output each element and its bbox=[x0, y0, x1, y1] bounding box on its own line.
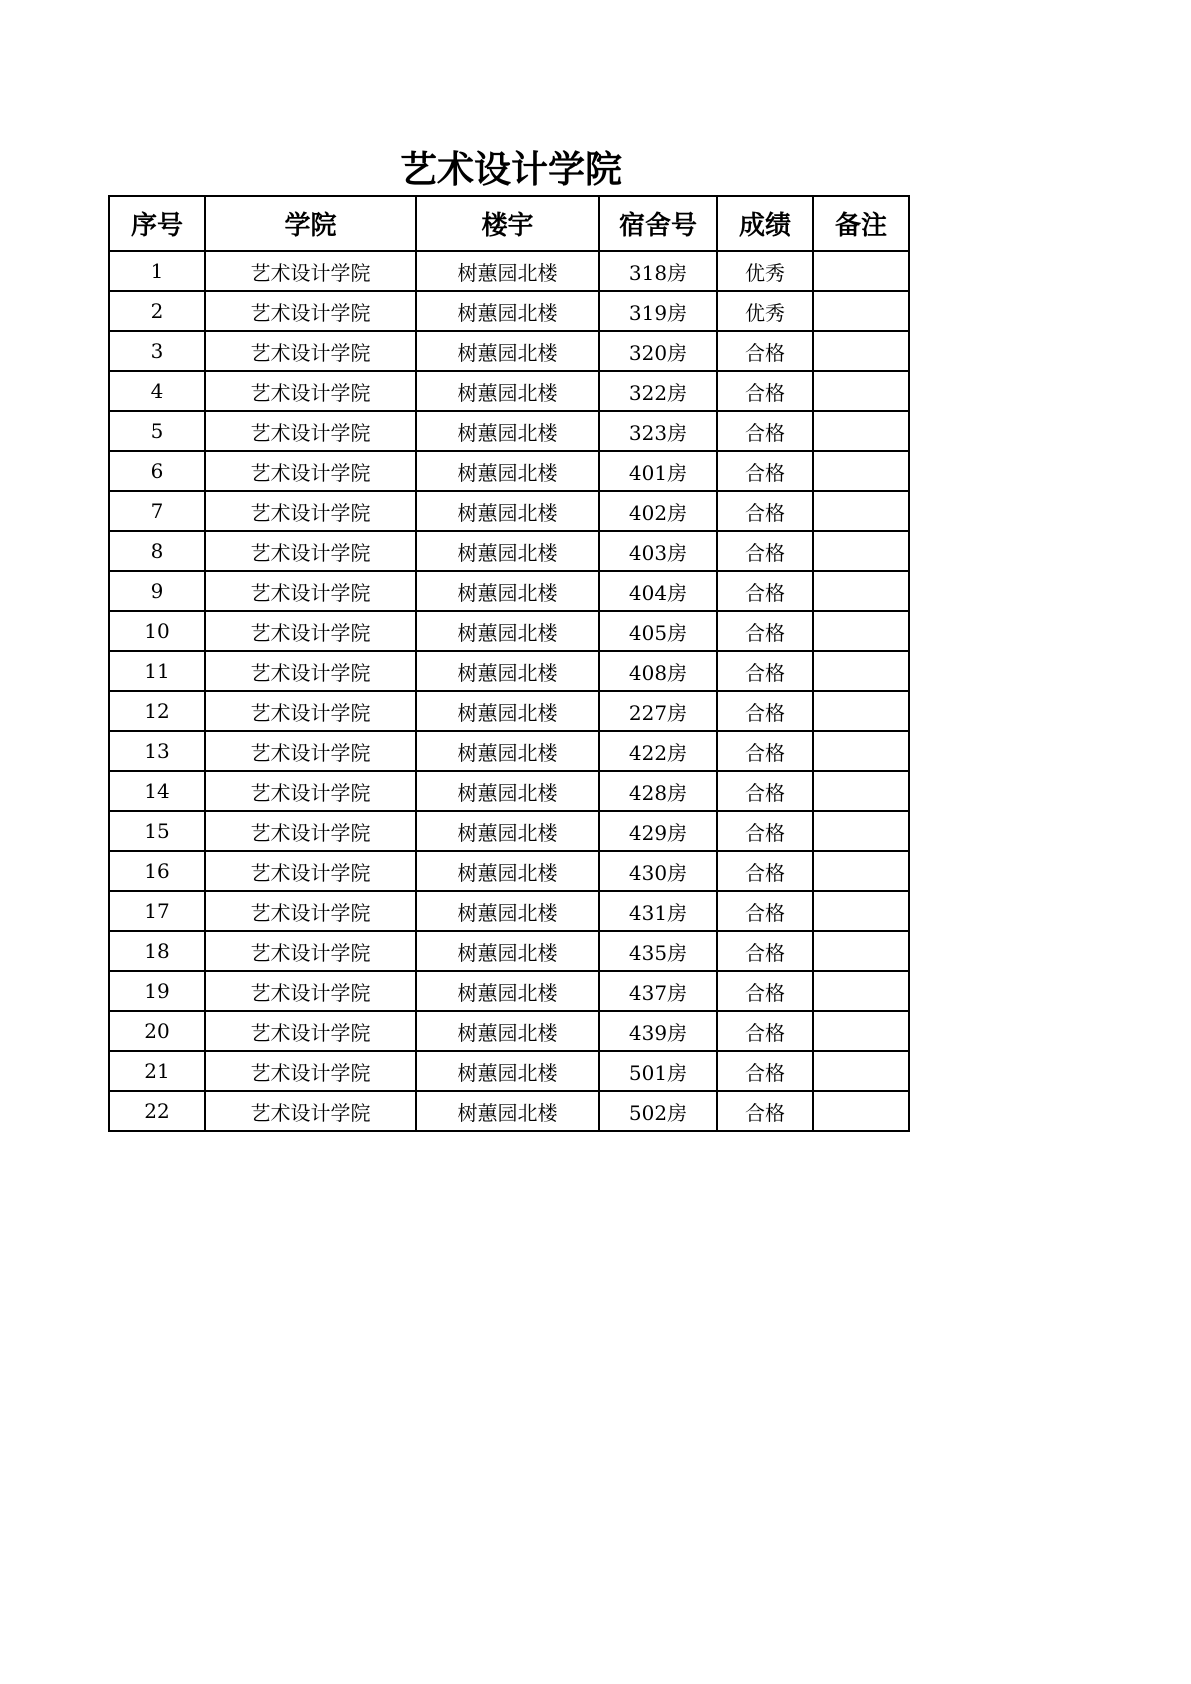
table-row bbox=[109, 1091, 909, 1131]
cell-college: 艺术设计学院 bbox=[205, 691, 416, 731]
cell-dorm-number: 430房 bbox=[599, 851, 717, 891]
cell-dorm-number: 431房 bbox=[599, 891, 717, 931]
cell-remarks bbox=[813, 411, 909, 451]
cell-remarks bbox=[813, 971, 909, 1011]
cell-building: 树蕙园北楼 bbox=[416, 1051, 599, 1091]
column-header-grade: 成绩 bbox=[717, 196, 813, 251]
cell-grade: 合格 bbox=[717, 691, 813, 731]
cell-grade: 合格 bbox=[717, 731, 813, 771]
cell-dorm-number: 402房 bbox=[599, 491, 717, 531]
cell-index: 19 bbox=[109, 971, 205, 1011]
cell-college: 艺术设计学院 bbox=[205, 731, 416, 771]
table-row bbox=[109, 731, 909, 771]
cell-remarks bbox=[813, 811, 909, 851]
cell-remarks bbox=[813, 851, 909, 891]
cell-grade: 合格 bbox=[717, 891, 813, 931]
cell-college: 艺术设计学院 bbox=[205, 811, 416, 851]
cell-college: 艺术设计学院 bbox=[205, 771, 416, 811]
cell-building: 树蕙园北楼 bbox=[416, 891, 599, 931]
cell-grade: 合格 bbox=[717, 451, 813, 491]
cell-index: 1 bbox=[109, 251, 205, 291]
cell-remarks bbox=[813, 1091, 909, 1131]
cell-index: 9 bbox=[109, 571, 205, 611]
cell-remarks bbox=[813, 331, 909, 371]
cell-grade: 合格 bbox=[717, 971, 813, 1011]
cell-remarks bbox=[813, 251, 909, 291]
table-row bbox=[109, 291, 909, 331]
cell-remarks bbox=[813, 691, 909, 731]
table-row bbox=[109, 371, 909, 411]
cell-remarks bbox=[813, 771, 909, 811]
cell-remarks bbox=[813, 1051, 909, 1091]
cell-college: 艺术设计学院 bbox=[205, 931, 416, 971]
cell-college: 艺术设计学院 bbox=[205, 531, 416, 571]
cell-building: 树蕙园北楼 bbox=[416, 251, 599, 291]
cell-building: 树蕙园北楼 bbox=[416, 771, 599, 811]
cell-dorm-number: 502房 bbox=[599, 1091, 717, 1131]
cell-index: 14 bbox=[109, 771, 205, 811]
cell-index: 21 bbox=[109, 1051, 205, 1091]
cell-college: 艺术设计学院 bbox=[205, 1091, 416, 1131]
cell-building: 树蕙园北楼 bbox=[416, 611, 599, 651]
table-row bbox=[109, 611, 909, 651]
cell-dorm-number: 429房 bbox=[599, 811, 717, 851]
table-row bbox=[109, 251, 909, 291]
table-row bbox=[109, 891, 909, 931]
cell-index: 22 bbox=[109, 1091, 205, 1131]
cell-grade: 合格 bbox=[717, 651, 813, 691]
cell-building: 树蕙园北楼 bbox=[416, 291, 599, 331]
cell-building: 树蕙园北楼 bbox=[416, 1011, 599, 1051]
cell-grade: 合格 bbox=[717, 811, 813, 851]
cell-building: 树蕙园北楼 bbox=[416, 491, 599, 531]
cell-grade: 合格 bbox=[717, 931, 813, 971]
cell-dorm-number: 435房 bbox=[599, 931, 717, 971]
cell-dorm-number: 401房 bbox=[599, 451, 717, 491]
table-row bbox=[109, 331, 909, 371]
table-row bbox=[109, 1011, 909, 1051]
cell-dorm-number: 403房 bbox=[599, 531, 717, 571]
table-row bbox=[109, 811, 909, 851]
cell-grade: 合格 bbox=[717, 1011, 813, 1051]
header-row bbox=[109, 196, 909, 251]
cell-college: 艺术设计学院 bbox=[205, 491, 416, 531]
cell-remarks bbox=[813, 451, 909, 491]
cell-college: 艺术设计学院 bbox=[205, 251, 416, 291]
cell-dorm-number: 439房 bbox=[599, 1011, 717, 1051]
column-header-index: 序号 bbox=[109, 196, 205, 251]
dormitory-table bbox=[108, 195, 910, 1132]
cell-dorm-number: 319房 bbox=[599, 291, 717, 331]
cell-index: 20 bbox=[109, 1011, 205, 1051]
table-row bbox=[109, 851, 909, 891]
cell-remarks bbox=[813, 1011, 909, 1051]
cell-college: 艺术设计学院 bbox=[205, 971, 416, 1011]
cell-college: 艺术设计学院 bbox=[205, 611, 416, 651]
cell-index: 5 bbox=[109, 411, 205, 451]
cell-index: 17 bbox=[109, 891, 205, 931]
cell-remarks bbox=[813, 291, 909, 331]
cell-grade: 合格 bbox=[717, 1091, 813, 1131]
cell-dorm-number: 422房 bbox=[599, 731, 717, 771]
cell-college: 艺术设计学院 bbox=[205, 891, 416, 931]
cell-remarks bbox=[813, 531, 909, 571]
cell-grade: 优秀 bbox=[717, 291, 813, 331]
cell-dorm-number: 428房 bbox=[599, 771, 717, 811]
cell-dorm-number: 320房 bbox=[599, 331, 717, 371]
cell-dorm-number: 404房 bbox=[599, 571, 717, 611]
table-row bbox=[109, 571, 909, 611]
cell-index: 12 bbox=[109, 691, 205, 731]
table-row bbox=[109, 531, 909, 571]
cell-remarks bbox=[813, 651, 909, 691]
cell-dorm-number: 227房 bbox=[599, 691, 717, 731]
cell-college: 艺术设计学院 bbox=[205, 651, 416, 691]
cell-remarks bbox=[813, 571, 909, 611]
table-header bbox=[109, 196, 909, 251]
cell-index: 6 bbox=[109, 451, 205, 491]
cell-college: 艺术设计学院 bbox=[205, 291, 416, 331]
table-row bbox=[109, 771, 909, 811]
column-header-dorm-number: 宿舍号 bbox=[599, 196, 717, 251]
cell-college: 艺术设计学院 bbox=[205, 331, 416, 371]
column-header-college: 学院 bbox=[205, 196, 416, 251]
cell-college: 艺术设计学院 bbox=[205, 371, 416, 411]
table-row bbox=[109, 651, 909, 691]
cell-dorm-number: 405房 bbox=[599, 611, 717, 651]
cell-dorm-number: 501房 bbox=[599, 1051, 717, 1091]
table-row bbox=[109, 691, 909, 731]
cell-college: 艺术设计学院 bbox=[205, 1051, 416, 1091]
table-row bbox=[109, 971, 909, 1011]
cell-dorm-number: 323房 bbox=[599, 411, 717, 451]
cell-dorm-number: 408房 bbox=[599, 651, 717, 691]
cell-index: 11 bbox=[109, 651, 205, 691]
cell-grade: 合格 bbox=[717, 851, 813, 891]
cell-remarks bbox=[813, 491, 909, 531]
cell-college: 艺术设计学院 bbox=[205, 1011, 416, 1051]
column-header-building: 楼宇 bbox=[416, 196, 599, 251]
cell-remarks bbox=[813, 371, 909, 411]
cell-building: 树蕙园北楼 bbox=[416, 651, 599, 691]
cell-index: 15 bbox=[109, 811, 205, 851]
cell-index: 10 bbox=[109, 611, 205, 651]
cell-building: 树蕙园北楼 bbox=[416, 1091, 599, 1131]
cell-index: 8 bbox=[109, 531, 205, 571]
cell-grade: 合格 bbox=[717, 771, 813, 811]
cell-building: 树蕙园北楼 bbox=[416, 851, 599, 891]
cell-dorm-number: 318房 bbox=[599, 251, 717, 291]
cell-grade: 合格 bbox=[717, 1051, 813, 1091]
cell-college: 艺术设计学院 bbox=[205, 851, 416, 891]
cell-building: 树蕙园北楼 bbox=[416, 571, 599, 611]
cell-grade: 合格 bbox=[717, 331, 813, 371]
table-body bbox=[109, 251, 909, 1131]
cell-grade: 合格 bbox=[717, 371, 813, 411]
cell-index: 7 bbox=[109, 491, 205, 531]
cell-grade: 合格 bbox=[717, 491, 813, 531]
cell-index: 3 bbox=[109, 331, 205, 371]
cell-building: 树蕙园北楼 bbox=[416, 331, 599, 371]
cell-college: 艺术设计学院 bbox=[205, 411, 416, 451]
cell-grade: 合格 bbox=[717, 531, 813, 571]
table-row bbox=[109, 451, 909, 491]
page-title: 艺术设计学院 bbox=[400, 148, 622, 191]
cell-building: 树蕙园北楼 bbox=[416, 971, 599, 1011]
cell-building: 树蕙园北楼 bbox=[416, 691, 599, 731]
cell-building: 树蕙园北楼 bbox=[416, 811, 599, 851]
cell-index: 13 bbox=[109, 731, 205, 771]
cell-building: 树蕙园北楼 bbox=[416, 531, 599, 571]
cell-index: 4 bbox=[109, 371, 205, 411]
cell-grade: 合格 bbox=[717, 411, 813, 451]
cell-remarks bbox=[813, 611, 909, 651]
cell-grade: 合格 bbox=[717, 611, 813, 651]
cell-building: 树蕙园北楼 bbox=[416, 931, 599, 971]
cell-remarks bbox=[813, 731, 909, 771]
table-row bbox=[109, 1051, 909, 1091]
table-row bbox=[109, 411, 909, 451]
column-header-remarks: 备注 bbox=[813, 196, 909, 251]
cell-building: 树蕙园北楼 bbox=[416, 371, 599, 411]
cell-building: 树蕙园北楼 bbox=[416, 731, 599, 771]
cell-grade: 优秀 bbox=[717, 251, 813, 291]
cell-college: 艺术设计学院 bbox=[205, 451, 416, 491]
cell-college: 艺术设计学院 bbox=[205, 571, 416, 611]
cell-index: 18 bbox=[109, 931, 205, 971]
cell-building: 树蕙园北楼 bbox=[416, 411, 599, 451]
cell-grade: 合格 bbox=[717, 571, 813, 611]
cell-building: 树蕙园北楼 bbox=[416, 451, 599, 491]
cell-dorm-number: 322房 bbox=[599, 371, 717, 411]
cell-remarks bbox=[813, 891, 909, 931]
cell-index: 2 bbox=[109, 291, 205, 331]
table-row bbox=[109, 491, 909, 531]
table-row bbox=[109, 931, 909, 971]
cell-index: 16 bbox=[109, 851, 205, 891]
cell-dorm-number: 437房 bbox=[599, 971, 717, 1011]
cell-remarks bbox=[813, 931, 909, 971]
